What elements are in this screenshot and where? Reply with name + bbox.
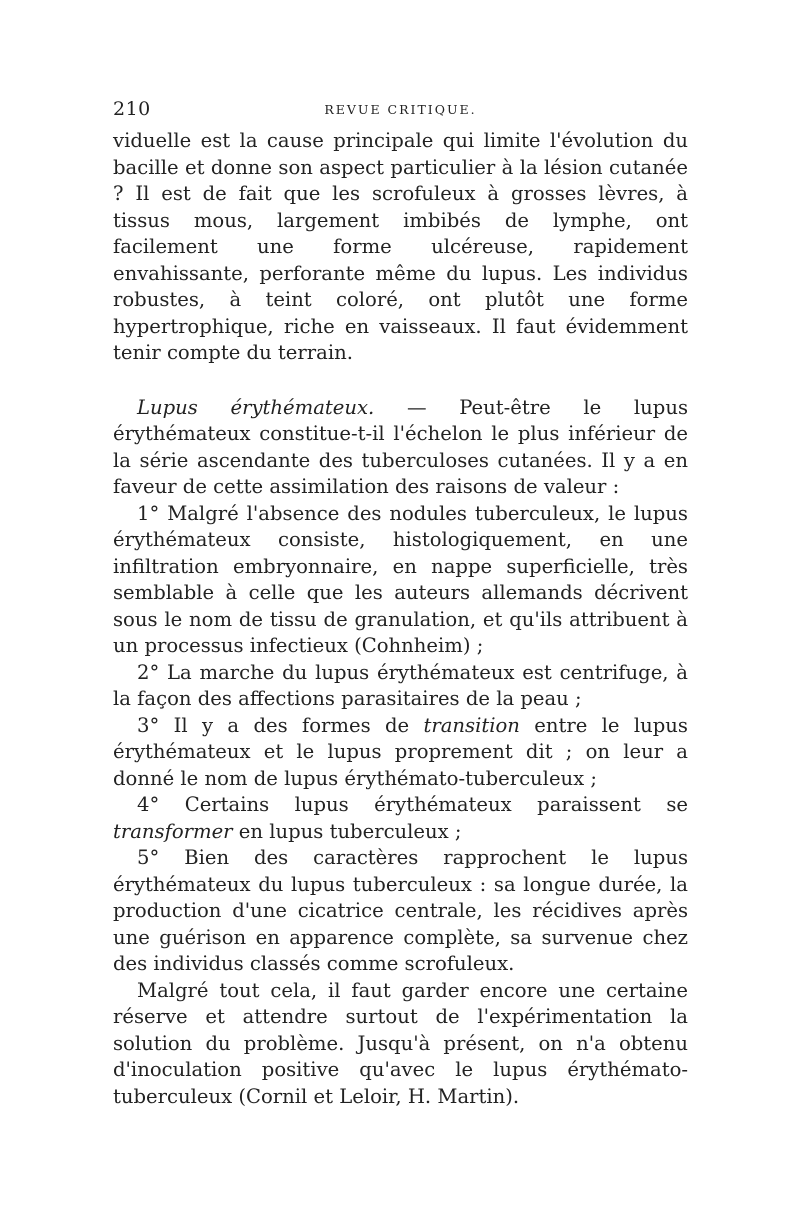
emphasis: transformer <box>113 819 233 843</box>
list-item <box>113 792 688 845</box>
page-header <box>113 98 688 124</box>
section-gap <box>113 367 688 395</box>
paragraph-lupus-erythemateux <box>113 395 688 501</box>
paragraph: viduelle est la cause principale qui limite l'évolution du bacille et donne son aspect particulier à la lésion cutanée ? Il est de fait que les scrofuleux à grosses lèvres, à tissus mous, largement imbibés de lymphe, ont facilement une forme ulcéreuse, rapidement envahissante, perforante même du lupus. Les individus robustes, à teint coloré, ont plutôt une forme hypertrophique, riche en vaisseaux. Il faut évidemment tenir compte du terrain. <box>113 129 688 364</box>
list-text: 4° Certains lupus érythémateux paraissent se <box>137 793 688 816</box>
paragraph-text: — Peut-être le lupus érythémateux constitue-t-il l'échelon le plus inférieur de la série ascendante des tuberculoses cutanées. Il y a en faveur de cette assimilation des raisons de valeur : <box>113 395 688 498</box>
section-title: Lupus érythémateux. <box>137 395 375 419</box>
running-head: REVUE CRITIQUE. <box>324 102 477 117</box>
list-item: 1° Malgré l'absence des nodules tuberculeux, le lupus érythémateux consiste, histologiquement, en une infiltration embryonnaire, en nappe superficielle, très semblable à celle que les auteurs allemands décrivent sous le nom de tissu de granulation, et qu'ils attribuent à un processus infectieux (Cohnheim) ; <box>113 501 688 657</box>
list-text: entre le lupus érythémateux et le lupus proprement dit ; on leur a donné le nom de lupus érythémato-tuberculeux ; <box>113 713 688 790</box>
page-number: 210 <box>113 98 151 120</box>
emphasis: transition <box>423 713 520 737</box>
list-item: 5° Bien des caractères rapprochent le lupus érythémateux du lupus tuberculeux : sa longue durée, la production d'une cicatrice centrale, les récidives après une guérison en apparence complète, sa survenue chez des individus classés comme scrofuleux. <box>113 846 688 975</box>
list-item: 2° La marche du lupus érythémateux est centrifuge, à la façon des affections parasitaires de la peau ; <box>113 660 688 710</box>
list-text: 3° Il y a des formes de <box>137 713 424 737</box>
list-text: en lupus tuberculeux ; <box>232 819 462 843</box>
body-text <box>113 128 688 1110</box>
list-item <box>113 713 688 793</box>
paragraph: Malgré tout cela, il faut garder encore une certaine réserve et attendre surtout de l'expérimentation la solution du problème. Jusqu'à présent, on n'a obtenu d'inoculation positive qu'avec le lupus érythémato-tuberculeux (Cornil et Leloir, H. Martin). <box>113 978 688 1108</box>
